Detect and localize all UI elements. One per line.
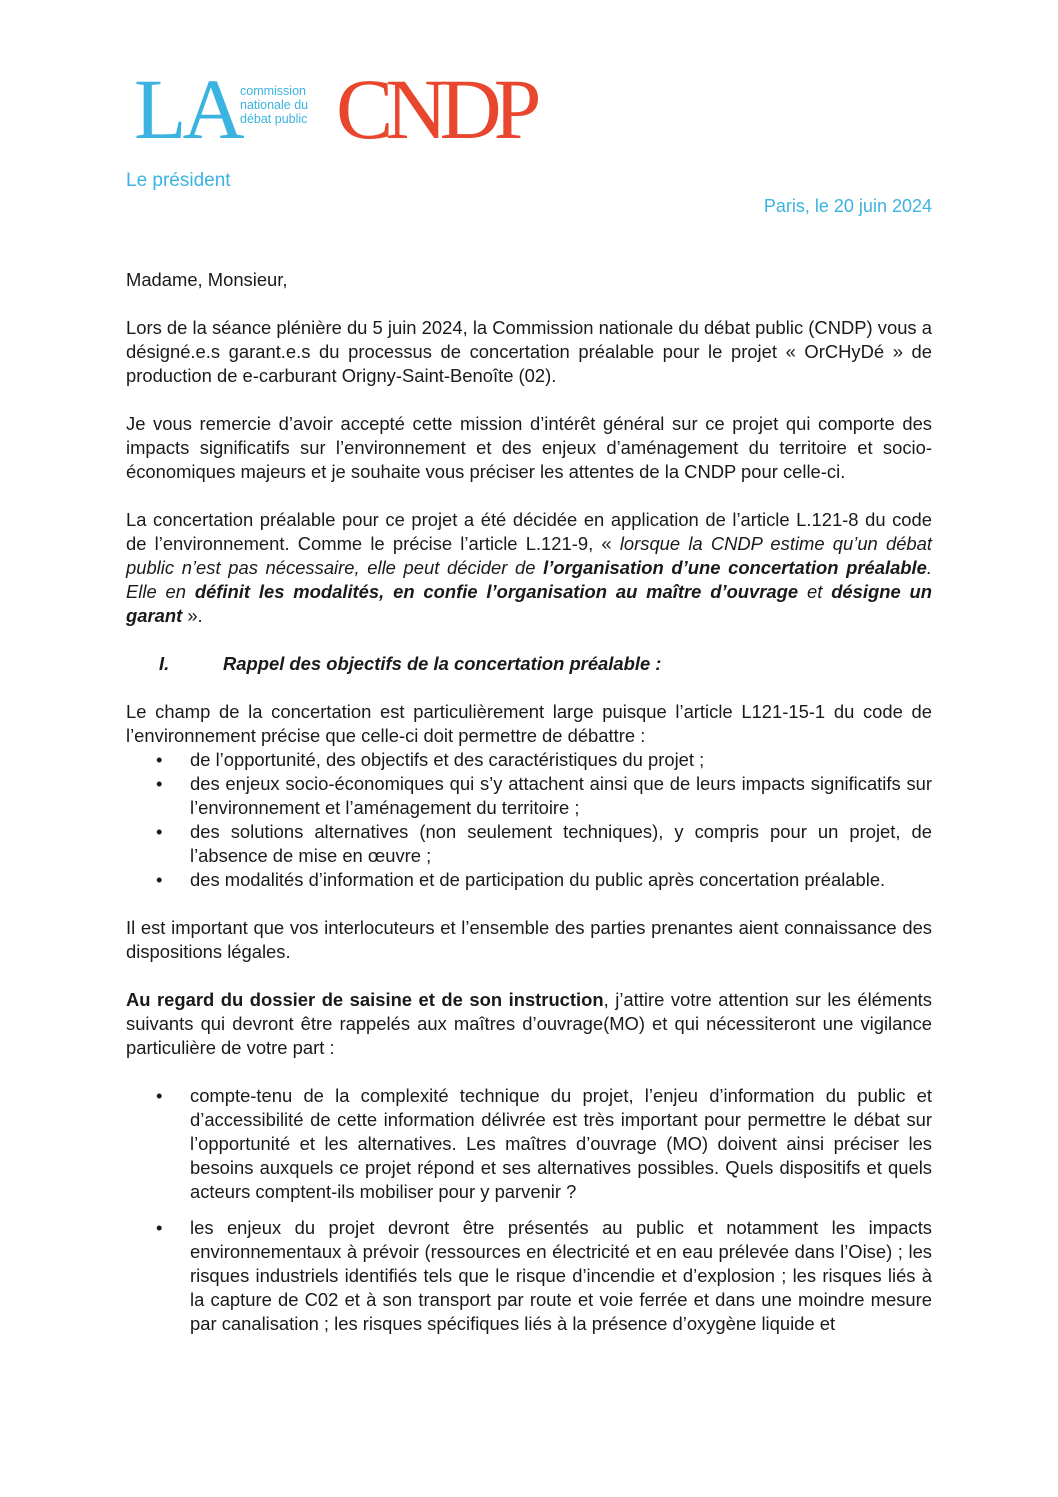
bullet-icon: • xyxy=(156,1085,163,1106)
salutation: Madame, Monsieur, xyxy=(126,269,288,290)
list-item-text: compte-tenu de la complexité technique du projet, l’enjeu d’information du public et d’accessibilité de cette information délivrée est très important pour permettre le débat sur l’opportunité et les alternatives. Les maîtres d’ouvrage (MO) doivent ainsi préciser les besoins auxquels ce projet répond et ses alternatives possibles. Quels dispositifs et quels acteurs comptent-ils mobiliser pour y parvenir ? xyxy=(190,1085,932,1202)
list-item-text: de l’opportunité, des objectifs et des caractéristiques du projet ; xyxy=(190,749,705,770)
bullet-icon: • xyxy=(156,749,163,770)
paragraph: Je vous remercie d’avoir accepté cette mission d’intérêt général sur ce projet qui comporte des impacts significatifs sur l’environnement et des enjeux d’aménagement du territoire et socio-économiques majeurs et je souhaite vous préciser les attentes de la CNDP pour celle-ci. xyxy=(126,413,932,482)
sender-title: Le président xyxy=(126,170,231,191)
list-item xyxy=(126,868,932,892)
section-heading xyxy=(126,652,932,676)
logo-subtitle xyxy=(240,84,308,126)
paragraph xyxy=(126,988,932,1060)
text-span: et xyxy=(798,581,832,602)
bullet-icon: • xyxy=(156,869,163,890)
list-item-text: des modalités d’information et de participation du public après concertation préalable. xyxy=(190,869,886,890)
text-span: désigne un garant xyxy=(126,581,933,626)
section-title: Rappel des objectifs de la concertation préalable : xyxy=(223,653,662,674)
paragraph-legal-quote xyxy=(126,508,932,628)
paragraph: Lors de la séance plénière du 5 juin 2024, la Commission nationale du débat public (CNDP) vous a désigné.e.s garant.e.s du processus de concertation préalable pour le projet « OrCHyDé » de production de e-carburant Origny-Saint-Benoîte (02). xyxy=(126,317,932,386)
text-span: lorsque la CNDP estime qu’un débat public n’est pas nécessaire, elle peut décider de xyxy=(126,533,932,578)
paragraph: Il est important que vos interlocuteurs et l’ensemble des parties prenantes aient connaissance des dispositions légales. xyxy=(126,917,932,962)
text-span: définit les modalités, en confie l’organisation au maître d’ouvrage xyxy=(194,581,799,602)
logo-subtitle-line: nationale du xyxy=(240,98,309,112)
text-span: Au regard du dossier de saisine et de son instruction xyxy=(126,989,604,1010)
letter-body xyxy=(126,268,932,1360)
text-span: , j’attire votre attention sur les éléments suivants qui devront être rappelés aux maîtres d’ouvrage(MO) et qui nécessiteront une vigilance particulière de votre part : xyxy=(126,989,932,1058)
text-span: La concertation préalable pour ce projet a été décidée en application de l’article L.121-8 du code de l’environnement. Comme le précise l’article L.121-9, « xyxy=(126,509,932,554)
list-item-text: des enjeux socio-économiques qui s’y attachent ainsi que de leurs impacts significatifs sur l’environnement et l’aménagement du territoire ; xyxy=(190,773,932,818)
bullet-list xyxy=(126,1084,932,1336)
bullet-icon: • xyxy=(156,821,163,842)
bullet-list xyxy=(126,748,932,892)
logo-cndp: CNDP xyxy=(336,70,534,145)
text-span: ». xyxy=(182,605,203,626)
list-item xyxy=(126,1084,932,1204)
list-item xyxy=(126,820,932,868)
list-item xyxy=(126,748,932,772)
logo-la: LA xyxy=(134,70,241,145)
list-item-text: les enjeux du projet devront être présentés au public et notamment les impacts environnementaux à prévoir (ressources en électricité et en eau prélevée dans l’Oise) ; les risques industriels identifiés tels que le risque d’incendie et d’explosion ; les risques liés à la capture de C02 et à son transport par route et voie ferrée et dans une moindre mesure par canalisation ; les risques spécifiques liés à la présence d’oxygène liquide et xyxy=(190,1217,932,1334)
paragraph: Le champ de la concertation est particulièrement large puisque l’article L121-15-1 du code de l’environnement précise que celle-ci doit permettre de débattre : xyxy=(126,701,932,746)
date-line: Paris, le 20 juin 2024 xyxy=(763,196,932,216)
list-item-text: des solutions alternatives (non seulement techniques), y compris pour un projet, de l’absence de mise en œuvre ; xyxy=(190,821,932,866)
cndp-logo xyxy=(134,70,574,145)
bullet-icon: • xyxy=(156,1217,163,1238)
text-span: . Elle en xyxy=(126,557,932,602)
logo-subtitle-line: commission xyxy=(240,84,306,98)
bullet-icon: • xyxy=(156,773,163,794)
text-span: l’organisation d’une concertation préalable xyxy=(543,557,927,578)
section-number: I. xyxy=(159,653,170,674)
list-item xyxy=(126,772,932,820)
logo-subtitle-line: débat public xyxy=(240,112,308,126)
list-item xyxy=(126,1216,932,1336)
